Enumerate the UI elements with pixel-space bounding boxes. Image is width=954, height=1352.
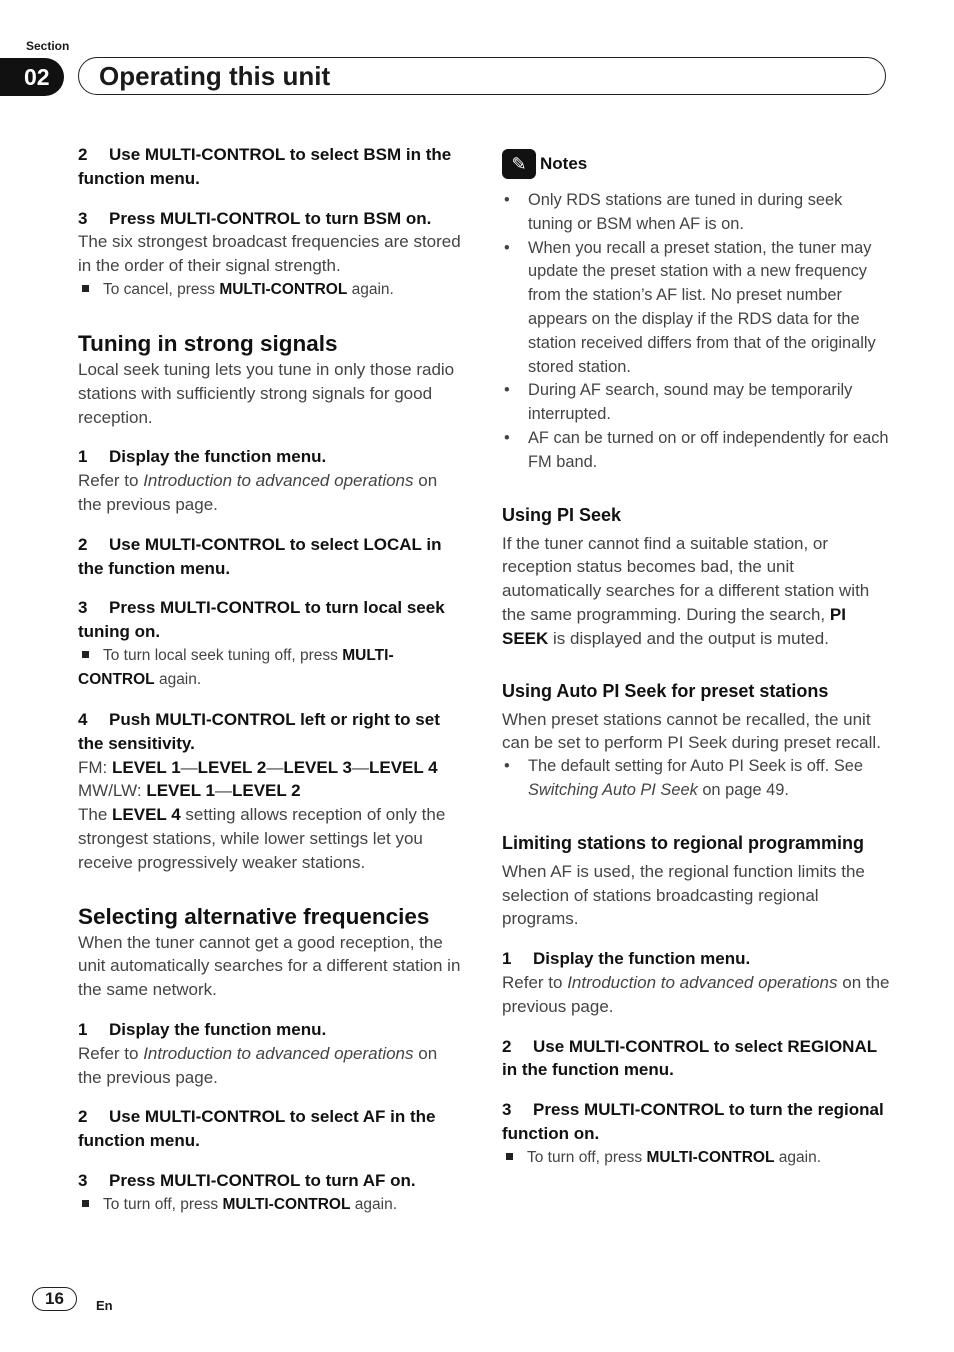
bsm-body: The six strongest broadcast frequencies are stored in the order of their signal strength.	[78, 232, 461, 276]
note-item: • AF can be turned on or off independently for each FM band.	[504, 428, 889, 471]
alt-step-1: 1 Display the function menu.	[78, 1019, 327, 1039]
regional-intro: When AF is used, the regional function limits the selection of stations broadcasting regional programs.	[502, 861, 865, 929]
heading-auto-pi-seek: Using Auto PI Seek for preset stations	[502, 680, 829, 701]
language-code: En	[96, 1298, 113, 1313]
section-label: Section	[26, 39, 70, 53]
level4-description: The LEVEL 4 setting allows reception of only the strongest stations, while lower settings let you receive progressively weaker stations.	[78, 805, 446, 872]
right-column	[502, 147, 890, 1170]
regional-refer: Refer to Introduction to advanced operations on the previous page.	[502, 972, 890, 1016]
pi-seek-body: If the tuner cannot find a suitable station, or reception status becomes bad, the unit automatically searches for a different station with the same programming. During the search, PI SEEK is displayed and the output is muted.	[502, 533, 870, 648]
strong-step-1: 1 Display the function menu.	[78, 447, 327, 467]
regional-off-note: To turn off, press MULTI-CONTROL again.	[502, 1146, 890, 1170]
alt-refer: Refer to Introduction to advanced operations on the previous page.	[78, 1043, 438, 1087]
alt-step-2: 2 Use MULTI-CONTROL to select AF in the function menu.	[78, 1107, 436, 1151]
strong-step-3: 3 Press MULTI-CONTROL to turn local seek tuning on.	[78, 598, 445, 642]
heading-alt-frequencies: Selecting alternative frequencies	[78, 903, 430, 929]
section-number-tab: 02	[0, 58, 64, 96]
mw-levels: MW/LW: LEVEL 1—LEVEL 2	[78, 781, 301, 801]
square-bullet-icon	[82, 1200, 89, 1207]
strong-off-note: To turn local seek tuning off, press MULTI-CONTROL again.	[78, 646, 394, 688]
square-bullet-icon	[82, 285, 89, 292]
page-title: Operating this unit	[99, 61, 331, 91]
regional-step-2: 2 Use MULTI-CONTROL to select REGIONAL in the function menu.	[502, 1036, 877, 1080]
heading-pi-seek: Using PI Seek	[502, 504, 622, 525]
notes-label: Notes	[540, 154, 588, 173]
fm-levels: FM: LEVEL 1—LEVEL 2—LEVEL 3—LEVEL 4	[78, 757, 438, 777]
alt-intro: When the tuner cannot get a good reception, the unit automatically searches for a different station in the same network.	[78, 932, 461, 1000]
alt-step-3: 3 Press MULTI-CONTROL to turn AF on.	[78, 1170, 416, 1190]
auto-pi-body: When preset stations cannot be recalled, the unit can be set to perform PI Seek during preset recall.	[502, 709, 881, 753]
left-column	[78, 143, 464, 1217]
auto-pi-default-note: • The default setting for Auto PI Seek is off. See Switching Auto PI Seek on page 49.	[504, 757, 863, 799]
bsm-cancel-note: To cancel, press MULTI-CONTROL again.	[78, 278, 464, 302]
bsm-step-3: 3 Press MULTI-CONTROL to turn BSM on.	[78, 208, 432, 228]
heading-regional: Limiting stations to regional programming	[502, 832, 865, 853]
bsm-step-2: 2 Use MULTI-CONTROL to select BSM in the function menu.	[78, 145, 452, 188]
note-item: • When you recall a preset station, the tuner may update the preset station with a new frequency from the station’s AF list. No preset number appears on the display if the RDS data for the station received differs from that of the originally stored station.	[504, 238, 876, 376]
strong-refer: Refer to Introduction to advanced operations on the previous page.	[78, 471, 438, 514]
strong-step-2: 2 Use MULTI-CONTROL to select LOCAL in the function menu.	[78, 534, 442, 578]
square-bullet-icon	[82, 651, 89, 658]
regional-step-3: 3 Press MULTI-CONTROL to turn the regional function on.	[502, 1100, 884, 1143]
note-item: • Only RDS stations are tuned in during seek tuning or BSM when AF is on.	[504, 191, 843, 233]
page-number: 16	[32, 1287, 77, 1311]
regional-step-1: 1 Display the function menu.	[502, 949, 751, 969]
strong-step-4: 4 Push MULTI-CONTROL left or right to set the sensitivity.	[78, 709, 440, 753]
pencil-icon: ✎	[502, 149, 536, 179]
alt-off-note: To turn off, press MULTI-CONTROL again.	[78, 1193, 464, 1217]
note-item: • During AF search, sound may be temporarily interrupted.	[504, 381, 853, 424]
square-bullet-icon	[506, 1153, 513, 1160]
notes-header	[502, 147, 890, 181]
strong-intro: Local seek tuning lets you tune in only those radio stations with sufficiently strong signals for good reception.	[78, 359, 455, 427]
title-pill	[78, 57, 886, 95]
heading-strong-signals: Tuning in strong signals	[78, 330, 338, 356]
